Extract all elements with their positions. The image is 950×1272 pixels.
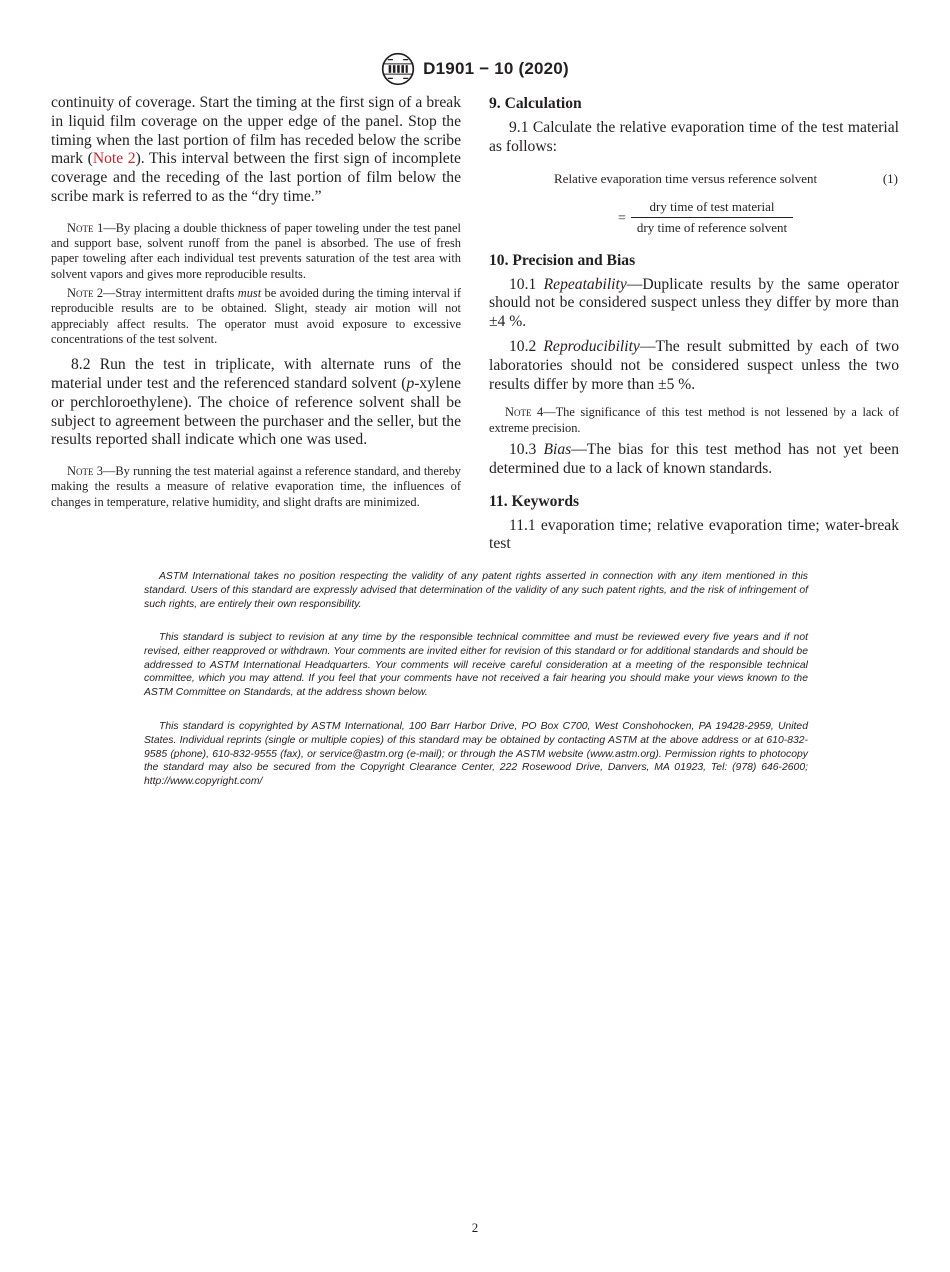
equation-denominator: dry time of reference solvent [636,219,788,235]
note-3-label: Note 3 [67,464,103,479]
paragraph-10-1: 10.1 Repeatability—Duplicate results by the same operator should not be considered suspect unless they differ by more than ±4 %. [489,275,899,331]
page-number: 2 [471,1220,479,1235]
equation-1 [489,163,899,245]
equation-equals: = [618,210,626,226]
section-9-title: 9. Calculation [489,95,582,112]
note-3: Note 3—By running the test material against a reference standard, and thereby making the results a measure of relative evaporation time, the influences of changes in temperature, relative humidity, and slight drafts are minimized. [51,464,461,509]
note-2: Note 2—Stray intermittent drafts must be avoided during the timing interval if reproducible results are to be obtained. Slight, steady air motion will not appreciably affect results. The operator must avoid exposure to excessive concentrations of the test solvent. [51,285,462,346]
left-column [51,94,461,510]
page-header [0,52,950,86]
paragraph-8-1-continuation: continuity of coverage. Start the timing at the first sign of a break in liquid film coverage on the upper edge of the panel. Stop the timing when the last portion of film has receded below the scribe mark (Note 2). This interval between the first sign of incomplete coverage and the receding of the last portion of film below the scribe mark is referred to as the “dry time.” [51,94,461,205]
note-2-label: Note 2 [67,285,104,300]
section-10-title: 10. Precision and Bias [489,251,636,269]
document-designation: D1901 − 10 (2020) [423,59,569,78]
note-2-link[interactable]: Note 2 [92,150,136,168]
note-1: Note 1—By placing a double thickness of paper toweling under the test panel and support base, solvent runoff from the panel is absorbed. The use of fresh paper toweling after each individual test prevents saturation of the test area with solvent vapors and gives more reproducible results. [51,220,461,281]
note-4: Note 4—The significance of this test method is not lessened by a lack of extreme precision. [489,405,899,435]
astm-logo-icon [381,52,415,86]
paragraph-8-2: 8.2 Run the test in triplicate, with alternate runs of the material under test and the referenced standard solvent (p-xylene or perchloroethylene). The choice of reference solvent shall be subject to agreement between the purchaser and the seller, but the results reported shall indicate which one was used. [51,356,461,449]
paragraph-10-3: 10.3 Bias—The bias for this test method has not yet been determined due to a lack of known standards. [489,440,900,477]
paragraph-10-2: 10.2 Reproducibility—The result submitted by each of two laboratories should not be considered suspect unless the two results differ by more than ±5 %. [489,337,900,393]
note-4-label: Note 4 [505,405,544,420]
equation-fraction [631,199,793,236]
section-11-title: 11. Keywords [489,492,580,510]
equation-lhs: Relative evaporation time versus reference solvent [554,170,818,186]
equation-number: (1) [882,170,898,186]
paragraph-11-1: 11.1 evaporation time; relative evaporation time; water-break test [489,516,899,553]
equation-numerator: dry time of test material [631,199,793,218]
note-1-label: Note 1 [67,220,104,235]
footer-patent-notice: ASTM International takes no position respecting the validity of any patent rights asserted in connection with any item mentioned in this standard. Users of this standard are expressly advised that determination of the validity of any such patent rights, and the risk of infringement of such rights, are entirely their own responsibility. [144,571,808,610]
paragraph-9-1: 9.1 Calculate the relative evaporation time of the test material as follows: [489,119,899,155]
footer-revision-notice: This standard is subject to revision at any time by the responsible technical committee and must be reviewed every five years and if not revised, either reapproved or withdrawn. Your comments are invited either for revision of this standard or for additional standards and should be addressed to ASTM International Headquarters. Your comments will receive careful consideration at a meeting of the responsible technical committee, which you may attend. If you feel that your comments have not received a fair hearing you should make your views known to the ASTM Committee on Standards, at the address shown below. [144,632,808,699]
footer-copyright-notice: This standard is copyrighted by ASTM International, 100 Barr Harbor Drive, PO Box C700, West Conshohocken, PA 19428-2959, United States. Individual reprints (single or multiple copies) of this standard may be obtained by contacting ASTM at the above address or at 610-832-9585 (phone), 610-832-9555 (fax), or service@astm.org (e-mail); or through the ASTM website (www.astm.org). Permission rights to photocopy the standard may also be secured from the Copyright Clearance Center, 222 Rosewood Drive, Danvers, MA 01923, Tel: (978) 646-2600; http://www.copyright.com/ [144,721,808,788]
right-column [489,94,899,554]
